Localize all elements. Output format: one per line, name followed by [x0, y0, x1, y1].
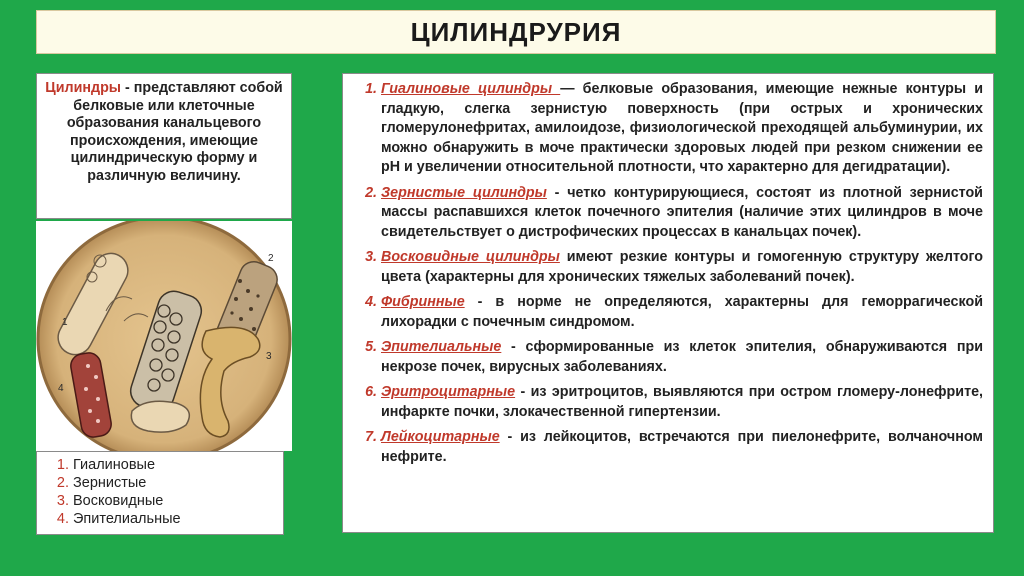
hyaline-cylinder-small	[131, 401, 189, 432]
cylinders-figure	[36, 221, 292, 451]
type-term: Лейкоцитарные	[381, 429, 500, 445]
type-description: - сформированные из клеток эпителия, обнаруживаются при некрозе почек, вирусных заболеваниях.	[381, 339, 983, 375]
type-item-waxy	[381, 248, 983, 287]
legend-item: 4. Эпителиальные	[73, 510, 275, 528]
type-item-hyaline	[381, 80, 983, 178]
figure-label-3: 3	[266, 351, 272, 362]
cylinder-types-list	[353, 80, 983, 467]
definition-text: - представляют собой белковые или клеточные образования канальцевого происхождения, имеющие цилиндрическую форму и различную величину.	[66, 80, 283, 184]
type-item-epithelial	[381, 338, 983, 377]
slide-title: ЦИЛИНДРУРИЯ	[36, 10, 996, 54]
type-description: - из лейкоцитов, встречаются при пиелонефрите, волчаночном нефрите.	[381, 429, 983, 465]
type-item-granular	[381, 184, 983, 243]
type-term: Эритроцитарные	[381, 384, 516, 400]
legend-item: 1. Гиалиновые	[73, 456, 275, 474]
cylinder-types-box	[342, 73, 994, 533]
legend-item: 2. Зернистые	[73, 474, 275, 492]
type-item-fibrin	[381, 293, 983, 332]
legend-list	[45, 456, 275, 528]
legend-box	[36, 451, 284, 535]
definition-box	[36, 73, 292, 219]
type-term: Эпителиальные	[381, 339, 502, 355]
definition-term: Цилиндры	[45, 80, 122, 96]
type-description: - четко контурирующиеся, состоят из плотной зернистой массы распавшихся клеток почечного эпителия (наличие этих цилиндров в моче свидетельствует о дистрофических процессах в канальцах почек).	[381, 184, 983, 240]
type-item-leukocyte	[381, 428, 983, 467]
type-description: - в норме не определяются, характерны для геморрагической лихорадки с почечным синдромом.	[381, 294, 983, 330]
type-description: имеют резкие контуры и гомогенную структуру желтого цвета (характерны для хронических тяжелых заболеваний почек).	[381, 249, 983, 285]
type-term: Гиалиновые цилиндры	[381, 81, 561, 97]
type-term: Восковидные цилиндры	[381, 249, 560, 265]
type-description: - из эритроцитов, выявляются при остром гломеру-лонефрите, инфаркте почки, злокачественной гипертензии.	[381, 384, 983, 420]
type-item-erythrocyte	[381, 383, 983, 422]
figure-label-1: 1	[62, 317, 68, 328]
figure-label-2: 2	[268, 253, 274, 264]
legend-item: 3. Восковидные	[73, 492, 275, 510]
type-term: Зернистые цилиндры	[381, 184, 547, 201]
figure-label-4: 4	[58, 383, 64, 394]
microscopy-illustration	[36, 221, 292, 451]
type-term: Фибринные	[381, 294, 465, 310]
type-description: — белковые образования, имеющие нежные контуры и гладкую, слегка зернистую поверхность (при острых и хронических гломерулонефритах, амилоидозе, физиологической преходящей альбуминурии, их можно обнаружить в моче практически здоровых людей при резком снижении ее pH и увеличении относительной плотности, что характерно для дегидратации).	[381, 81, 983, 175]
